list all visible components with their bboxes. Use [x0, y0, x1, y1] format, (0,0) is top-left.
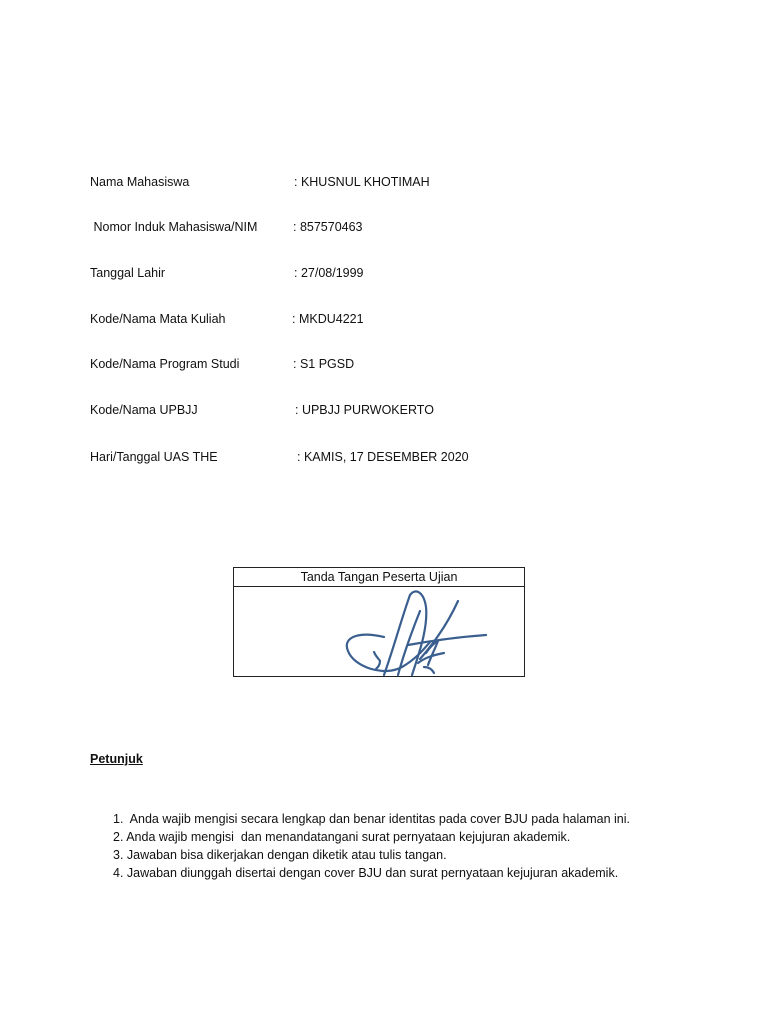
instruction-item: 1. Anda wajib mengisi secara lengkap dan benar identitas pada cover BJU pada halaman ini.: [113, 812, 630, 826]
field-label: Tanggal Lahir: [90, 266, 166, 280]
instruction-item: 3. Jawaban bisa dikerjakan dengan diketik atau tulis tangan.: [113, 848, 447, 862]
instructions-list: [113, 810, 733, 882]
field-value: : 27/08/1999: [294, 266, 364, 280]
field-value: : UPBJJ PURWOKERTO: [295, 403, 434, 417]
field-label: Hari/Tanggal UAS THE: [90, 450, 218, 464]
field-row-nama: [90, 173, 690, 191]
signature-area: [234, 587, 524, 677]
field-label: Kode/Nama Mata Kuliah: [90, 312, 226, 326]
field-value: : S1 PGSD: [293, 357, 355, 371]
field-value: : KHUSNUL KHOTIMAH: [294, 175, 430, 189]
field-label: Nomor Induk Mahasiswa/NIM: [90, 220, 258, 234]
instruction-item: 4. Jawaban diunggah disertai dengan cover BJU dan surat pernyataan kejujuran akademik.: [113, 866, 619, 880]
field-label: Kode/Nama UPBJJ: [90, 403, 198, 417]
field-value: : MKDU4221: [292, 312, 364, 326]
signature-header: Tanda Tangan Peserta Ujian: [234, 568, 524, 587]
field-row-mata-kuliah: [90, 310, 690, 328]
field-label: Nama Mahasiswa: [90, 175, 190, 189]
field-row-upbjj: [90, 401, 690, 419]
field-label: Kode/Nama Program Studi: [90, 357, 240, 371]
field-value: : KAMIS, 17 DESEMBER 2020: [297, 450, 469, 464]
handwritten-signature: [234, 587, 524, 677]
signature-box: [233, 567, 525, 677]
field-row-hari-tanggal: [90, 448, 690, 466]
instructions-title: Petunjuk: [90, 752, 143, 766]
instruction-item: 2. Anda wajib mengisi dan menandatangani surat pernyataan kejujuran akademik.: [113, 830, 571, 844]
field-row-nim: [90, 218, 690, 236]
field-value: : 857570463: [293, 220, 363, 234]
field-row-tanggal-lahir: [90, 264, 690, 282]
field-row-program-studi: [90, 355, 690, 373]
